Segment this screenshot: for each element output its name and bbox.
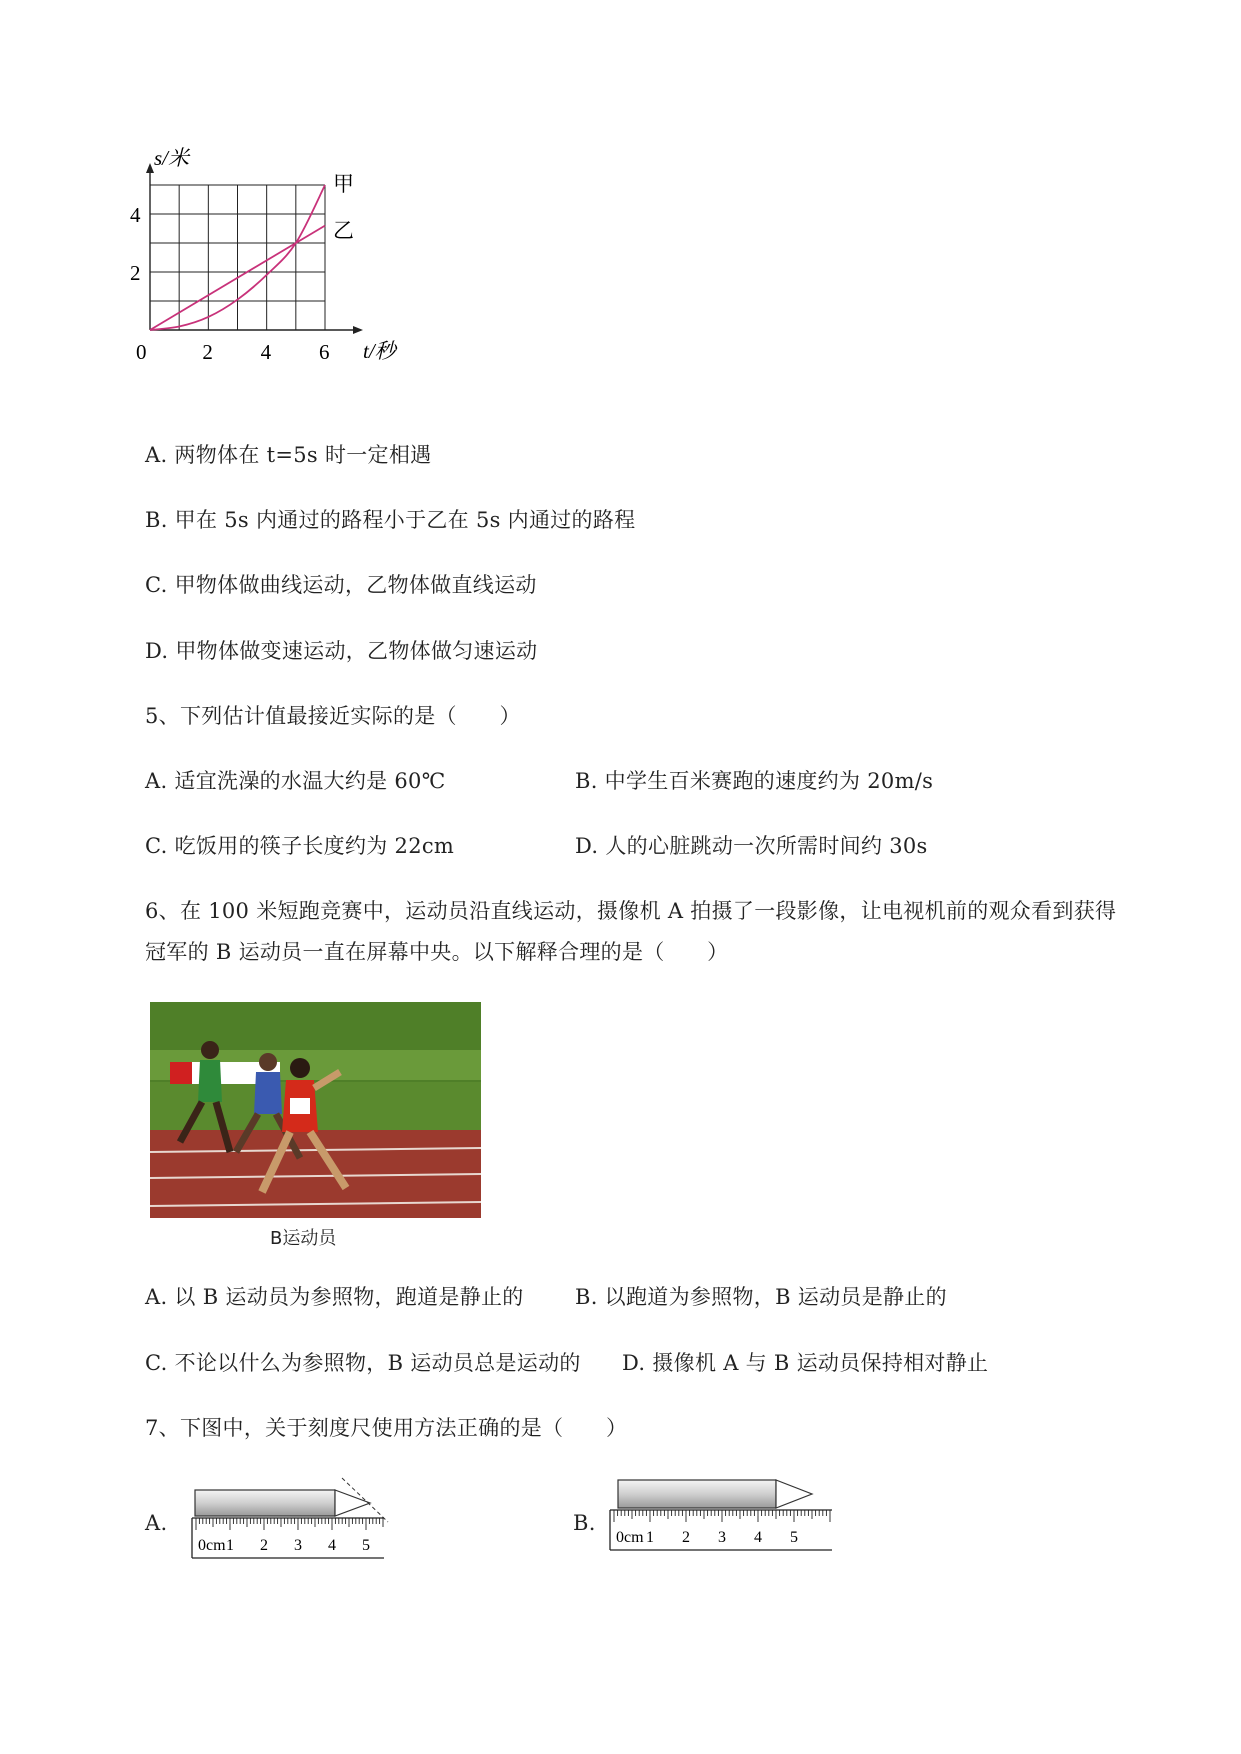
- q6-option-a: A. 以 B 运动员为参照物，跑道是静止的: [145, 1285, 524, 1309]
- ruler-tick-label: 0cm: [198, 1537, 226, 1554]
- x-tick-label: 2: [202, 340, 213, 364]
- pencil-body: [195, 1490, 335, 1516]
- ruler-tick-label: 1: [226, 1537, 234, 1554]
- s-t-chart: [130, 146, 440, 400]
- sprinters-photo: [150, 1002, 481, 1218]
- y-tick-label: 4: [130, 203, 141, 227]
- x-tick-label: 4: [260, 340, 272, 364]
- ruler-tick-label: 4: [328, 1537, 336, 1554]
- photo-caption: B运动员: [270, 1228, 337, 1249]
- ruler-tick-label: 3: [718, 1529, 726, 1546]
- chart-grid: [150, 185, 325, 330]
- y-tick-label: 2: [130, 261, 141, 285]
- q5-option-d: D. 人的心脏跳动一次所需时间约 30s: [575, 834, 928, 858]
- q5-option-b: B. 中学生百米赛跑的速度约为 20m/s: [575, 769, 934, 793]
- x-tick-label: 0: [136, 340, 147, 364]
- q7-label-b: B.: [573, 1511, 596, 1535]
- q6-stem-line1: 6、在 100 米短跑竞赛中，运动员沿直线运动，摄像机 A 拍摄了一段影像，让电视机前的观众看到获得: [145, 899, 1117, 923]
- ruler-a-svg: [170, 1478, 400, 1568]
- chart-ticks: [130, 203, 330, 364]
- q4-option-d: D. 甲物体做变速运动，乙物体做匀速运动: [145, 639, 538, 663]
- chart-series: [150, 172, 354, 330]
- ruler-tick-label: 1: [646, 1529, 654, 1546]
- ruler-tick-label: 5: [790, 1529, 798, 1546]
- q6-option-d: D. 摄像机 A 与 B 运动员保持相对静止: [622, 1351, 989, 1375]
- ruler-b: [610, 1510, 832, 1550]
- q7-label-a: A.: [145, 1511, 168, 1535]
- q6-option-b: B. 以跑道为参照物，B 运动员是静止的: [575, 1285, 947, 1309]
- x-tick-label: 6: [319, 340, 330, 364]
- ruler-tick-label: 2: [682, 1529, 690, 1546]
- ruler-figure-b: [600, 1472, 840, 1562]
- q5-option-c: C. 吃饭用的筷子长度约为 22cm: [145, 834, 455, 858]
- ruler-tick-label: 2: [260, 1537, 268, 1554]
- series-label-yi: 乙: [333, 218, 354, 243]
- ruler-b-svg: [600, 1472, 840, 1562]
- y-axis-label: s/米: [154, 146, 190, 170]
- q7-stem: 7、下图中，关于刻度尺使用方法正确的是（ ）: [145, 1416, 628, 1440]
- y-axis-arrow: [146, 163, 154, 173]
- chart-axes: [146, 146, 400, 363]
- q6-stem-line2: 冠军的 B 运动员一直在屏幕中央。以下解释合理的是（ ）: [145, 940, 729, 964]
- q5-option-a: A. 适宜洗澡的水温大约是 60℃: [145, 769, 446, 793]
- q5-stem: 5、下列估计值最接近实际的是（ ）: [145, 704, 521, 728]
- ruler-tick-label: 0cm: [616, 1529, 644, 1546]
- ruler-tick-label: 3: [294, 1537, 302, 1554]
- pencil-tip: [776, 1480, 812, 1508]
- q4-option-c: C. 甲物体做曲线运动，乙物体做直线运动: [145, 573, 537, 597]
- ruler-tick-label: 5: [362, 1537, 370, 1554]
- series-label-jia: 甲: [333, 172, 354, 196]
- q6-option-c: C. 不论以什么为参照物，B 运动员总是运动的: [145, 1351, 581, 1375]
- ruler-tick-label: 4: [754, 1529, 762, 1546]
- q4-option-a: A. 两物体在 t=5s 时一定相遇: [145, 443, 432, 467]
- s-t-chart-svg: [130, 146, 440, 400]
- x-axis-arrow: [353, 326, 363, 334]
- pencil-tip: [335, 1490, 370, 1516]
- x-axis-label: t/秒: [363, 339, 396, 363]
- q4-option-b: B. 甲在 5s 内通过的路程小于乙在 5s 内通过的路程: [145, 508, 636, 532]
- ruler-figure-a: [170, 1478, 400, 1568]
- pencil-body: [618, 1480, 776, 1508]
- ruler-a: [192, 1518, 384, 1558]
